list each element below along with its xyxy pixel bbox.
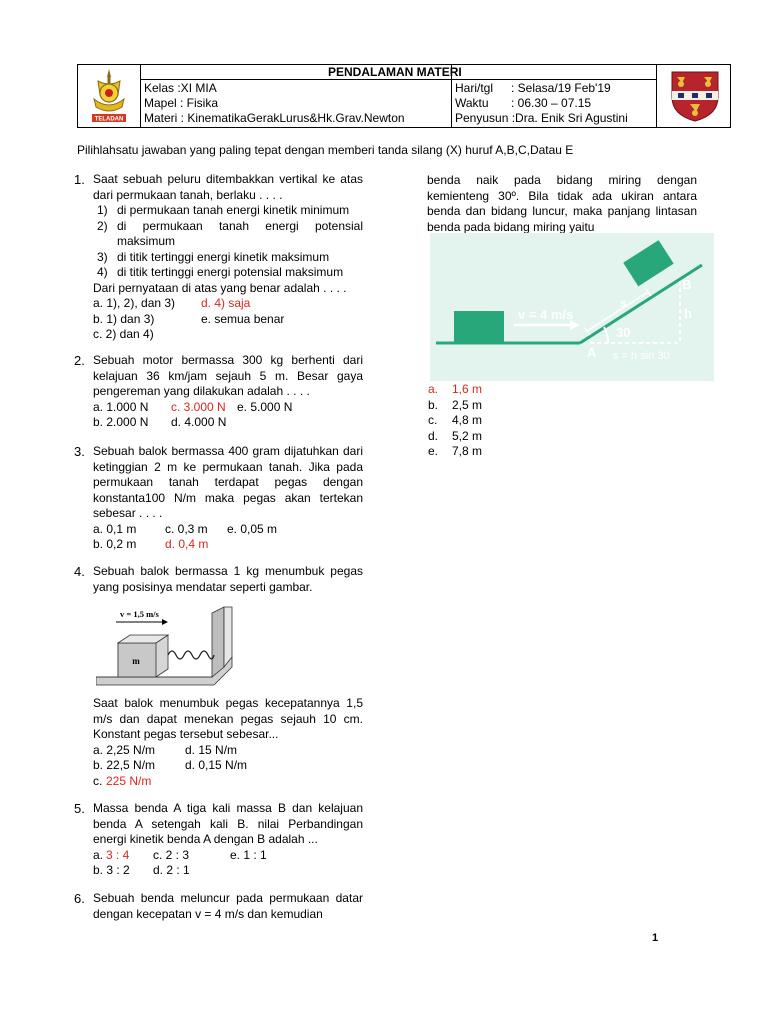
q3-option-c[interactable]: c. 0,3 m — [165, 521, 208, 536]
fig-h-label: h — [684, 306, 692, 321]
incline-figure — [430, 233, 714, 381]
q6-option-d[interactable]: 5,2 m — [452, 428, 483, 443]
q4-option-d2[interactable]: d. 0,15 N/m — [185, 758, 248, 772]
q3-option-e[interactable]: e. 0,05 m — [227, 521, 278, 536]
q1-item: 2) di permukaan tanah energi potensial maksimum — [97, 218, 363, 248]
class-label: Kelas :XI MIA — [144, 81, 217, 95]
q6-option-d-label: d. — [428, 428, 439, 443]
crest-logo — [668, 69, 722, 123]
q4-text: Sebuah balok bermassa 1 kg menumbuk pegas yang posisinya mendatar seperti gambar. — [93, 564, 363, 594]
author-label: Penyusun :Dra. Enik Sri Agustini — [455, 111, 628, 125]
q4-option-c[interactable]: 225 N/m — [106, 773, 152, 788]
q6-option-a[interactable]: 1,6 m — [452, 382, 483, 396]
q5-option-a[interactable]: 3 : 4 — [106, 847, 130, 862]
q6-text: Sebuah benda meluncur pada permukaan datar dengan kecepatan v = 4 m/s dan kemudian — [93, 891, 363, 921]
question-4-cont — [93, 696, 363, 789]
q6-option-e[interactable]: 7,8 m — [452, 444, 483, 458]
fig-mass-label: m — [132, 656, 140, 666]
day-value: : Selasa/19 Feb'19 — [511, 81, 611, 95]
q2-number: 2. — [74, 353, 85, 368]
q2-option-b[interactable]: b. 2.000 N — [93, 415, 149, 429]
q3-text: Sebuah balok bermassa 400 gram dijatuhkan dari ketinggian 2 m ke permukaan tanah. Jika pada permukaan tanah terdapat pegas dengan konstanta100 N/m maka pegas akan tertekan sebesar . . . . — [93, 444, 363, 520]
q2-option-c[interactable]: c. 3.000 N — [171, 399, 226, 414]
q4-option-c-label: c. — [93, 773, 103, 788]
page-number: 1 — [652, 932, 659, 944]
q6-option-c-label: c. — [428, 413, 438, 427]
q4-number: 4. — [74, 564, 85, 579]
time-label: Waktu — [455, 96, 489, 110]
q6-options — [428, 382, 548, 460]
q2-option-e[interactable]: e. 5.000 N — [237, 399, 293, 414]
q1-option-c[interactable]: c. 2) dan 4) — [93, 327, 154, 341]
q1-stem2: Dari pernyataan di atas yang benar adalah . . . . — [93, 280, 347, 295]
q3-option-b[interactable]: b. 0,2 m — [93, 537, 137, 551]
q1-item: 4) di titik tertinggi energi potensial maksimum — [97, 265, 344, 279]
q6-text-cont: benda naik pada bidang miring dengan kemienteng 30º. Bila tidak ada ukiran antara benda dan bidang luncur, maka panjang lintasan benda pada bidang miring yaitu — [427, 173, 697, 234]
q1-option-b[interactable]: b. 1) dan 3) — [93, 311, 155, 326]
topic-label: Materi : KinematikaGerakLurus&Hk.Grav.Newton — [144, 111, 405, 125]
question-6 — [93, 891, 363, 922]
q6-option-e-label: e. — [428, 444, 439, 458]
question-6-cont — [427, 173, 697, 235]
fig-point-b: B — [682, 277, 692, 292]
q1-option-a[interactable]: a. 1), 2), dan 3) — [93, 296, 176, 310]
fig-velocity-label: v = 1,5 m/s — [120, 609, 159, 619]
q5-option-d[interactable]: d. 2 : 1 — [153, 863, 190, 877]
question-4 — [93, 564, 363, 595]
question-5 — [93, 801, 363, 879]
q1-item: 3) di titik tertinggi energi kinetik maksimum — [97, 249, 330, 264]
spring-block-figure — [96, 605, 236, 687]
q5-option-a-label: a. — [93, 847, 104, 862]
q4-option-b[interactable]: b. 22,5 N/m — [93, 758, 156, 772]
q1-number: 1. — [74, 172, 85, 187]
q5-option-b[interactable]: b. 3 : 2 — [93, 863, 130, 877]
subject-label: Mapel : Fisika — [144, 96, 219, 110]
header-table — [77, 64, 731, 128]
q1-option-e[interactable]: e. semua benar — [201, 311, 285, 326]
q6-number: 6. — [74, 891, 85, 906]
instruction: Pilihlahsatu jawaban yang paling tepat dengan memberi tanda silang (X) huruf A,B,C,Datau E — [77, 143, 574, 157]
q1-item: 1) di permukaan tanah energi kinetik minimum — [97, 203, 350, 217]
q1-option-d[interactable]: d. 4) saja — [201, 296, 251, 310]
fig-formula: s = h sin 30 — [613, 350, 670, 362]
fig-point-a: A — [587, 345, 597, 360]
q6-option-a-label: a. — [428, 382, 439, 396]
q2-text: Sebuah motor bermassa 300 kg berhenti dari kelajuan 36 km/jam sejauh 5 m. Besar gaya pengereman yang dilakukan adalah . . . . — [93, 353, 363, 398]
q1-text: Saat sebuah peluru ditembakkan vertikal ke atas dari permukaan tanah, berlaku . . . . — [93, 172, 363, 202]
question-1 — [93, 172, 363, 343]
logo-text: TELADAN — [94, 116, 124, 123]
question-3 — [93, 444, 363, 553]
day-label: Hari/tgl — [455, 81, 494, 95]
q6-option-b[interactable]: 2,5 m — [452, 397, 483, 412]
school-logo — [84, 67, 134, 125]
fig-velocity-label: v = 4 m/s — [518, 307, 574, 322]
time-value: : 06.30 – 07.15 — [511, 96, 592, 110]
q6-option-b-label: b. — [428, 397, 439, 412]
q5-option-e[interactable]: e. 1 : 1 — [230, 847, 267, 862]
q4-text2: Saat balok menumbuk pegas kecepatannya 1,5 m/s dan dapat menekan pegas sejauh 10 cm. Konstant pegas tersebut sebesar... — [93, 696, 363, 741]
page-title: PENDALAMAN MATERI — [328, 65, 462, 79]
question-2 — [93, 353, 363, 431]
fig-angle-label: 30 — [616, 325, 631, 340]
fig-s-label: s — [620, 296, 627, 310]
q4-option-a[interactable]: a. 2,25 N/m — [93, 742, 156, 757]
q5-option-c[interactable]: c. 2 : 3 — [153, 847, 190, 862]
q3-number: 3. — [74, 444, 85, 459]
q5-number: 5. — [74, 801, 85, 816]
q3-option-a[interactable]: a. 0,1 m — [93, 521, 137, 536]
q2-option-a[interactable]: a. 1.000 N — [93, 399, 149, 414]
q4-option-d[interactable]: d. 15 N/m — [185, 742, 238, 757]
q6-option-c[interactable]: 4,8 m — [452, 413, 483, 427]
q2-option-d[interactable]: d. 4.000 N — [171, 415, 227, 429]
q3-option-d[interactable]: d. 0,4 m — [165, 537, 209, 551]
q5-text: Massa benda A tiga kali massa B dan kelajuan benda A setengah kali B. nilai Perbandingan energi kinetik benda A dengan B adalah ... — [93, 801, 363, 846]
